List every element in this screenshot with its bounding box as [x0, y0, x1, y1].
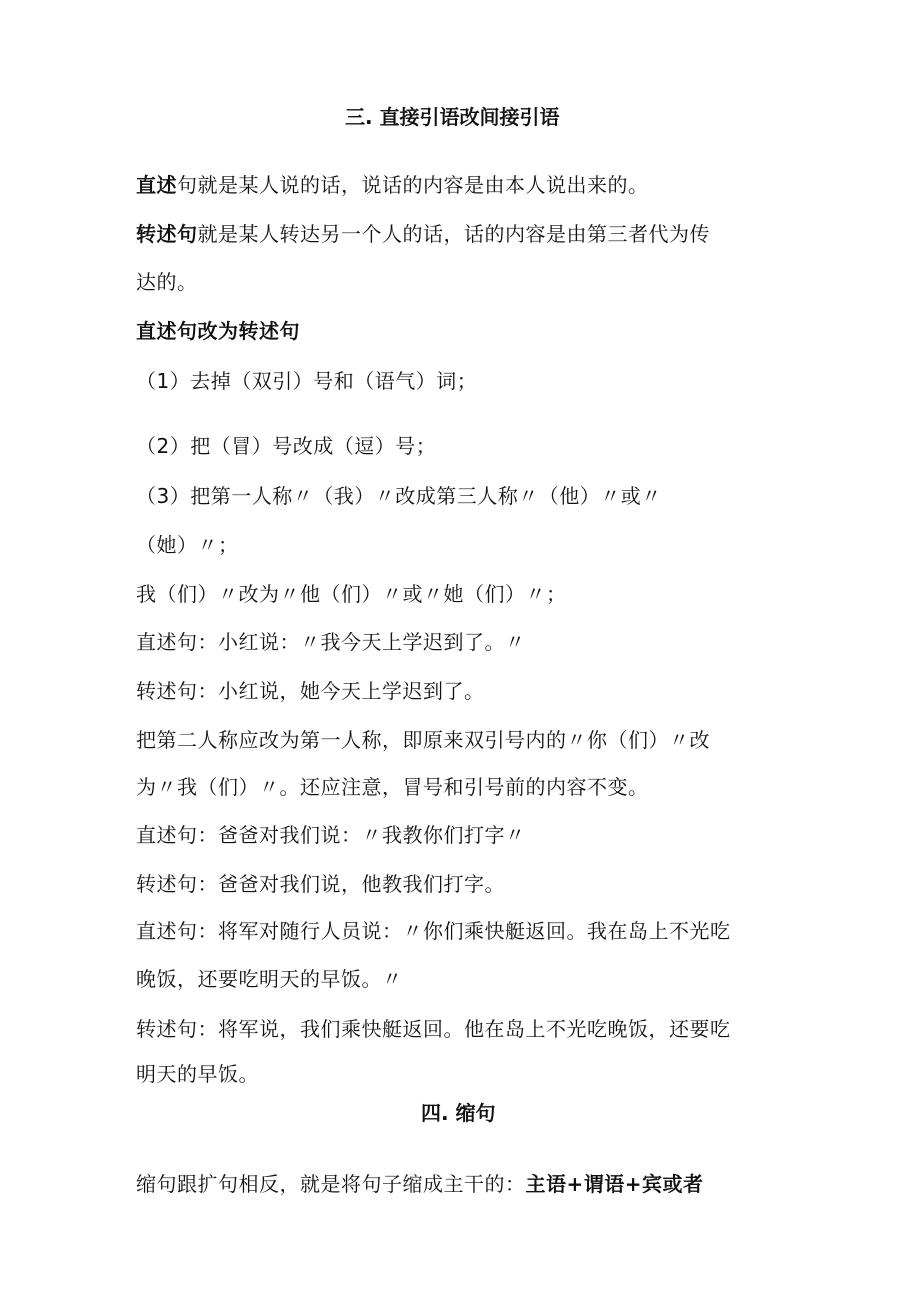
- example-2-direct: 直述句：爸爸对我们说：〃我教你们打字〃: [136, 823, 526, 847]
- note-line-1: 把第二人称应改为第一人称，即原来双引号内的〃你（们）〃改: [136, 728, 710, 752]
- paragraph-indirect-definition: [136, 220, 710, 248]
- example-2-indirect: 转述句：爸爸对我们说，他教我们打字。: [136, 872, 505, 896]
- example-3-indirect-line-2: 明天的早饭。: [136, 1062, 259, 1086]
- shrink-sentence-text: 缩句跟扩句相反，就是将句子缩成主干的：: [136, 1172, 526, 1196]
- rule-2: （2）把（冒）号改成（逗）号；: [136, 434, 437, 458]
- paragraph-shrink-sentence: [136, 1170, 704, 1198]
- example-3-indirect-line-1: 转述句：将军说，我们乘快艇返回。他在岛上不光吃晚饭，还要吃: [136, 1017, 731, 1041]
- example-1-direct: 直述句：小红说：〃我今天上学迟到了。〃: [136, 630, 526, 654]
- note-line-2: 为〃我（们）〃。还应注意，冒号和引号前的内容不变。: [136, 775, 649, 799]
- term-direct: 直述: [136, 173, 177, 197]
- section-4-title: 四. 缩句: [421, 1101, 496, 1125]
- subheading-conversion: 直述句改为转述句: [136, 319, 300, 343]
- section-3-title: 三. 直接引语改间接引语: [345, 105, 560, 129]
- indirect-definition-continued: 达的。: [136, 270, 198, 294]
- shrink-sentence-bold: 主语+谓语+宾或者: [525, 1172, 704, 1196]
- rule-3-line-3: 我（们）〃改为〃他（们）〃或〃她（们）〃；: [136, 582, 567, 606]
- indirect-definition-text: 就是某人转达另一个人的话，话的内容是由第三者代为传: [197, 222, 710, 246]
- rule-1: （1）去掉（双引）号和（语气）词；: [136, 369, 478, 393]
- example-1-indirect: 转述句：小红说，她今天上学迟到了。: [136, 679, 485, 703]
- rule-3-line-2: （她）〃；: [136, 533, 239, 557]
- example-3-direct-line-2: 晚饭，还要吃明天的早饭。〃: [136, 967, 403, 991]
- example-3-direct-line-1: 直述句：将军对随行人员说：〃你们乘快艇返回。我在岛上不光吃: [136, 919, 731, 943]
- term-indirect: 转述句: [136, 222, 198, 246]
- direct-definition-text: 句就是某人说的话，说话的内容是由本人说出来的。: [177, 173, 649, 197]
- rule-3-line-1: （3）把第一人称〃（我）〃改成第三人称〃（他）〃或〃: [136, 484, 662, 508]
- paragraph-direct-definition: [136, 171, 649, 199]
